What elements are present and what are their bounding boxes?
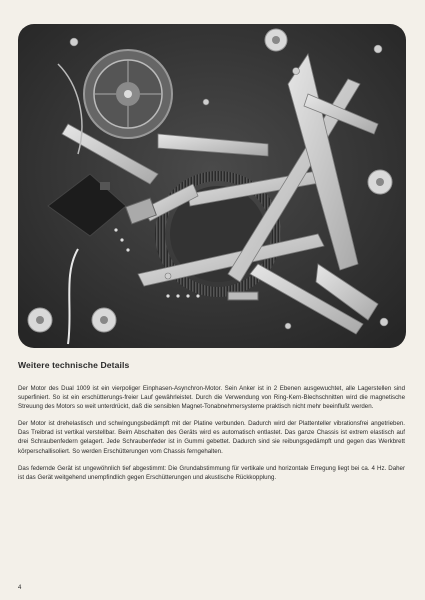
turntable-chassis-photo xyxy=(18,24,406,348)
paragraph-tuning: Das federnde Gerät ist ungewöhnlich tief abgestimmt: Die Grundabstimmung für vertikale und horizontale Erregung liegt bei ca. 4 Hz. Daher ist das Gerät weitgehend unempfindlich gegen Erschütterungen und akustische Rückkopplung. xyxy=(18,464,405,481)
body-text xyxy=(18,384,405,490)
page-number: 4 xyxy=(18,585,22,591)
motor-wheel xyxy=(84,50,172,138)
section-heading: Weitere technische Details xyxy=(18,360,130,370)
paragraph-mounting: Der Motor ist drehelastisch und schwingungsbedämpft mit der Platine verbunden. Dadurch wird der Plattenteller vibrationsfrei angetrieben. Das Treibrad ist vertikal verstellbar. Beim Abschalten des Geräts wird es automatisch entlastet. Das ganze Chassis ist extrem elastisch auf drei Schraubenfedern gelagert. Jede Schraubenfeder ist in Gummi gebettet. Dadurch sind sie reibungsgedämpft und gegen das Werkbrett körperschallisoliert. So werden Erschütterungen vom Chassis ferngehalten. xyxy=(18,420,405,455)
paragraph-motor: Der Motor des Dual 1009 ist ein vierpoliger Einphasen-Asynchron-Motor. Sein Anker ist in 2 Ebenen ausgewuchtet, alle Lagerstellen sind superfiniert. So ist ein erschütterungs-freier Lauf gewährleistet. Durch die Verwendung von Ring-Kern-Blechschnitten wird die magnetische Streuung des Motors so weit unterdrückt, daß die sensiblen Magnet-Tonabnehmersysteme praktisch nicht mehr beeinflußt werden. xyxy=(18,385,405,411)
